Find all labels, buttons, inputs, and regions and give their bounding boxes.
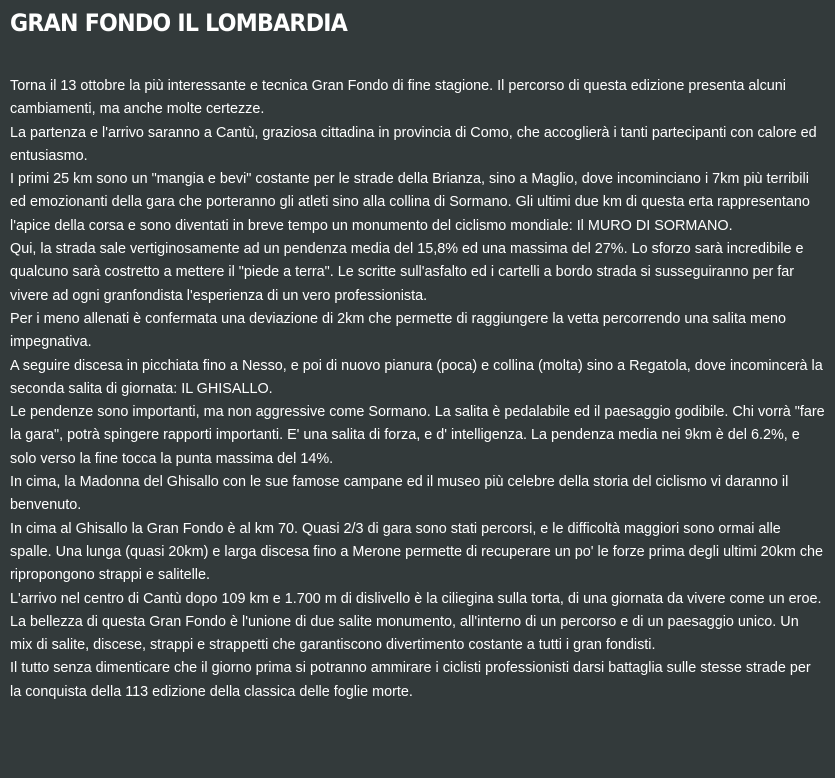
article-paragraph: Le pendenze sono importanti, ma non aggressive come Sormano. La salita è pedalabile ed il paesaggio godibile. Chi vorrà "fare la gara", potrà spingere rapporti importanti. E' una salita di forza, e d' intelligenza. La pendenza media nei 9km è del 6.2%, e solo verso la fine tocca la punta massima del 14%. (10, 404, 825, 467)
article-paragraph: Torna il 13 ottobre la più interessante e tecnica Gran Fondo di fine stagione. Il percorso di questa edizione presenta alcuni cambiamenti, ma anche molte certezze. (10, 78, 786, 118)
article-paragraph: L'arrivo nel centro di Cantù dopo 109 km e 1.700 m di dislivello è la ciliegina sulla torta, di una giornata da vivere come un eroe. (10, 590, 822, 607)
article-paragraph: La bellezza di questa Gran Fondo è l'unione di due salite monumento, all'interno di un percorso e di un paesaggio unico. Un mix di salite, discese, strappi e strappetti che garantiscono divertimento costante a tutti i gran fondisti. (10, 613, 799, 654)
article-paragraph: In cima, la Madonna del Ghisallo con le sue famose campane ed il museo più celebre della storia del ciclismo vi daranno il benvenuto. (10, 474, 789, 514)
article-paragraph: In cima al Ghisallo la Gran Fondo è al km 70. Quasi 2/3 di gara sono stati percorsi, e le difficoltà maggiori sono ormai alle spalle. Una lunga (quasi 20km) e larga discesa fino a Merone permette di recuperare un po' le forze prima degli ultimi 20km che ripropongono strappi e salitelle. (10, 520, 824, 584)
article-paragraph: La partenza e l'arrivo saranno a Cantù, graziosa cittadina in provincia di Como, che accoglierà i tanti partecipanti con calore ed entusiasmo. (10, 124, 817, 164)
article-paragraph: Per i meno allenati è confermata una deviazione di 2km che permette di raggiungere la vetta percorrendo una salita meno impegnativa. (10, 310, 786, 351)
article-paragraph: Qui, la strada sale vertiginosamente ad un pendenza media del 15,8% ed una massima del 27%. Lo sforzo sarà incredibile e qualcuno sarà costretto a mettere il "piede a terra". Le scritte sull'asfalto ed i cartelli a bordo strada si susseguiranno per far vivere ad ogni granfondista l'esperienza di un vero professionista. (10, 241, 804, 304)
article-paragraph: Il tutto senza dimenticare che il giorno prima si potranno ammirare i ciclisti professionisti darsi battaglia sulle stesse strade per la conquista della 113 edizione della classica delle foglie morte. (10, 660, 811, 700)
article-body (10, 75, 825, 704)
article-paragraph: I primi 25 km sono un "mangia e bevi" costante per le strade della Brianza, sino a Maglio, dove incominciano i 7km più terribili ed emozionanti della gara che porteranno gli atleti sino alla collina di Sormano. Gli ultimi due km di questa erta rappresentano l'apice della corsa e sono diventati in breve tempo un monumento del ciclismo mondiale: Il MURO DI SORMANO. (10, 171, 810, 234)
article-paragraph: A seguire discesa in picchiata fino a Nesso, e poi di nuovo pianura (poca) e collina (molta) sino a Regatola, dove incomincerà la seconda salita di giornata: IL GHISALLO. (10, 357, 823, 397)
article-title: GRAN FONDO IL LOMBARDIA (10, 9, 348, 37)
